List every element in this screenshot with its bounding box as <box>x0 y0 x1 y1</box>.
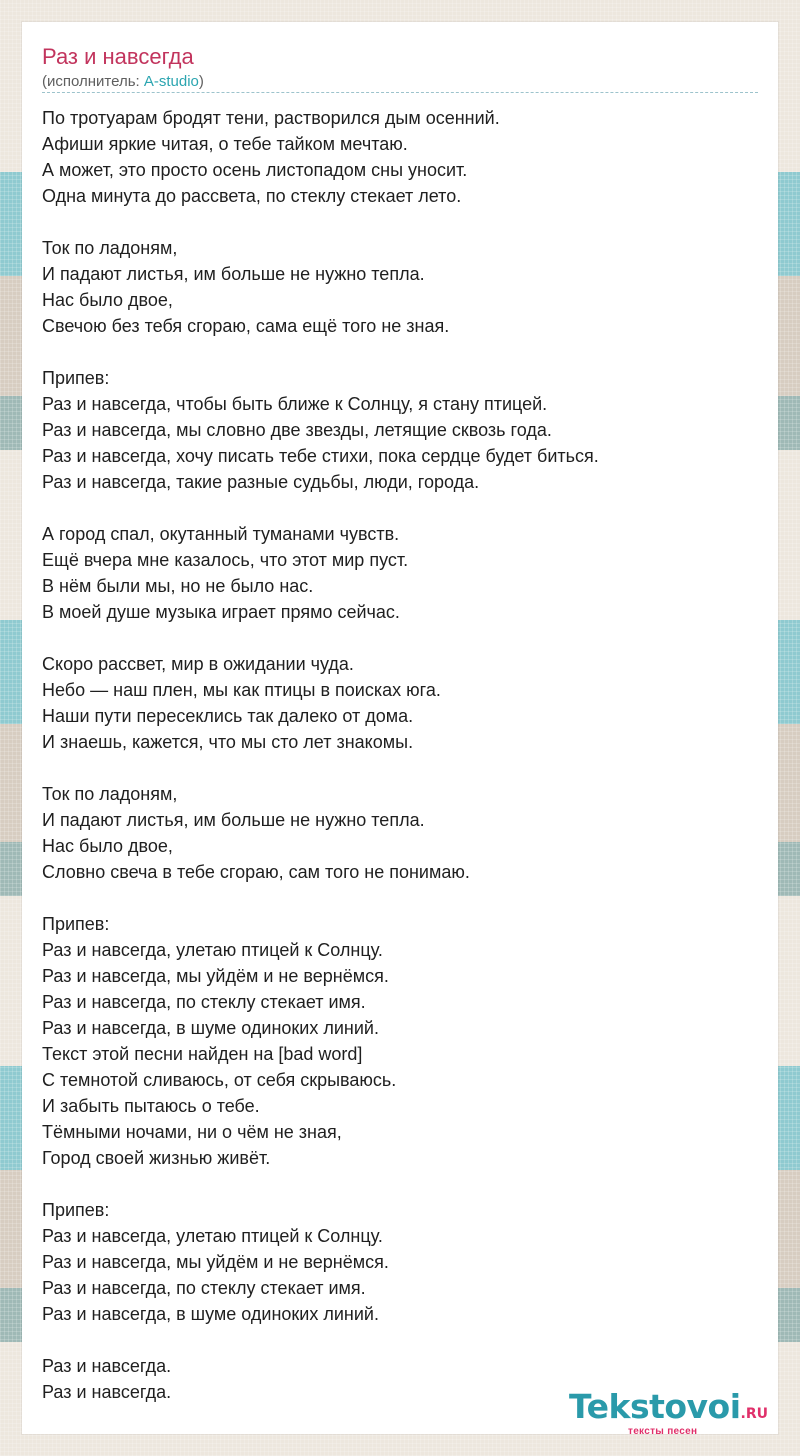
lyrics-line: А может, это просто осень листопадом сны уносит. <box>42 160 468 180</box>
artist-link[interactable]: A-studio <box>143 73 199 90</box>
artist-line <box>42 72 204 92</box>
lyrics-line: А город спал, окутанный туманами чувств. <box>42 524 400 544</box>
lyrics-line: Тёмными ночами, ни о чём не зная, <box>42 1122 342 1142</box>
lyrics-line: Раз и навсегда, мы уйдём и не вернёмся. <box>42 1252 389 1272</box>
artist-prefix: (исполнитель: <box>42 73 144 90</box>
lyrics-line: В нём были мы, но не было нас. <box>42 576 314 596</box>
lyrics-line: По тротуарам бродят тени, растворился дым осенний. <box>42 108 500 128</box>
site-logo[interactable] <box>569 1387 769 1426</box>
lyrics-line: Текст этой песни найден на [bad word] <box>42 1044 363 1064</box>
lyrics-line: Раз и навсегда, мы словно две звезды, летящие сквозь года. <box>42 420 552 440</box>
lyrics-line: Припев: <box>42 368 110 388</box>
logo-domain-suffix: .RU <box>740 1406 769 1422</box>
lyrics-line: Раз и навсегда, такие разные судьбы, люди, города. <box>42 472 480 492</box>
lyrics-stanza <box>42 105 758 209</box>
lyrics-stanza <box>42 911 758 1171</box>
logo-wordmark: Tekstovoi <box>569 1387 741 1426</box>
lyrics-stanza <box>42 781 758 885</box>
lyrics-stanza <box>42 365 758 495</box>
lyrics-line: В моей душе музыка играет прямо сейчас. <box>42 602 400 622</box>
lyrics-line: С темнотой сливаюсь, от себя скрываюсь. <box>42 1070 397 1090</box>
lyrics-line: И забыть пытаюсь о тебе. <box>42 1096 260 1116</box>
lyrics-line: Припев: <box>42 1200 110 1220</box>
lyrics-line: Ток по ладоням, <box>42 238 178 258</box>
lyrics-stanza <box>42 521 758 625</box>
lyrics-line: Небо — наш плен, мы как птицы в поисках юга. <box>42 680 441 700</box>
lyrics-stanza <box>42 651 758 755</box>
lyrics-line: Ещё вчера мне казалось, что этот мир пуст. <box>42 550 409 570</box>
lyrics-line: Ток по ладоням, <box>42 784 178 804</box>
lyrics-line: Раз и навсегда, в шуме одиноких линий. <box>42 1304 379 1324</box>
lyrics-line: Словно свеча в тебе сгораю, сам того не понимаю. <box>42 862 470 882</box>
lyrics-card <box>22 22 778 1434</box>
lyrics-line: Припев: <box>42 914 110 934</box>
lyrics-line: Раз и навсегда. <box>42 1356 172 1376</box>
lyrics-line: Свечою без тебя сгораю, сама ещё того не зная. <box>42 316 450 336</box>
lyrics-line: Наши пути пересеклись так далеко от дома. <box>42 706 414 726</box>
title-divider <box>42 92 758 93</box>
lyrics-line: Скоро рассвет, мир в ожидании чуда. <box>42 654 354 674</box>
lyrics-line: Афиши яркие читая, о тебе тайком мечтаю. <box>42 134 408 154</box>
lyrics-line: Раз и навсегда, улетаю птицей к Солнцу. <box>42 1226 383 1246</box>
lyrics-line: И знаешь, кажется, что мы сто лет знакомы. <box>42 732 414 752</box>
lyrics-line: Нас было двое, <box>42 836 173 856</box>
lyrics-line: Раз и навсегда, по стеклу стекает имя. <box>42 1278 366 1298</box>
lyrics-line: Город своей жизнью живёт. <box>42 1148 271 1168</box>
lyrics-stanza <box>42 235 758 339</box>
lyrics-line: И падают листья, им больше не нужно тепла. <box>42 810 425 830</box>
lyrics-line: Раз и навсегда, в шуме одиноких линий. <box>42 1018 379 1038</box>
lyrics-line: И падают листья, им больше не нужно тепла. <box>42 264 425 284</box>
artist-suffix: ) <box>198 73 204 90</box>
logo-tagline: тексты песен <box>628 1426 698 1437</box>
song-title: Раз и навсегда <box>42 44 194 69</box>
lyrics-line: Раз и навсегда, мы уйдём и не вернёмся. <box>42 966 389 986</box>
lyrics-line: Раз и навсегда. <box>42 1382 172 1402</box>
lyrics-line: Раз и навсегда, улетаю птицей к Солнцу. <box>42 940 383 960</box>
lyrics-line: Раз и навсегда, хочу писать тебе стихи, пока сердце будет биться. <box>42 446 599 466</box>
lyrics-line: Одна минута до рассвета, по стеклу стекает лето. <box>42 186 462 206</box>
lyrics-line: Раз и навсегда, чтобы быть ближе к Солнцу, я стану птицей. <box>42 394 548 414</box>
lyrics-text <box>42 105 758 1431</box>
lyrics-line: Нас было двое, <box>42 290 173 310</box>
lyrics-line: Раз и навсегда, по стеклу стекает имя. <box>42 992 366 1012</box>
lyrics-stanza <box>42 1197 758 1327</box>
